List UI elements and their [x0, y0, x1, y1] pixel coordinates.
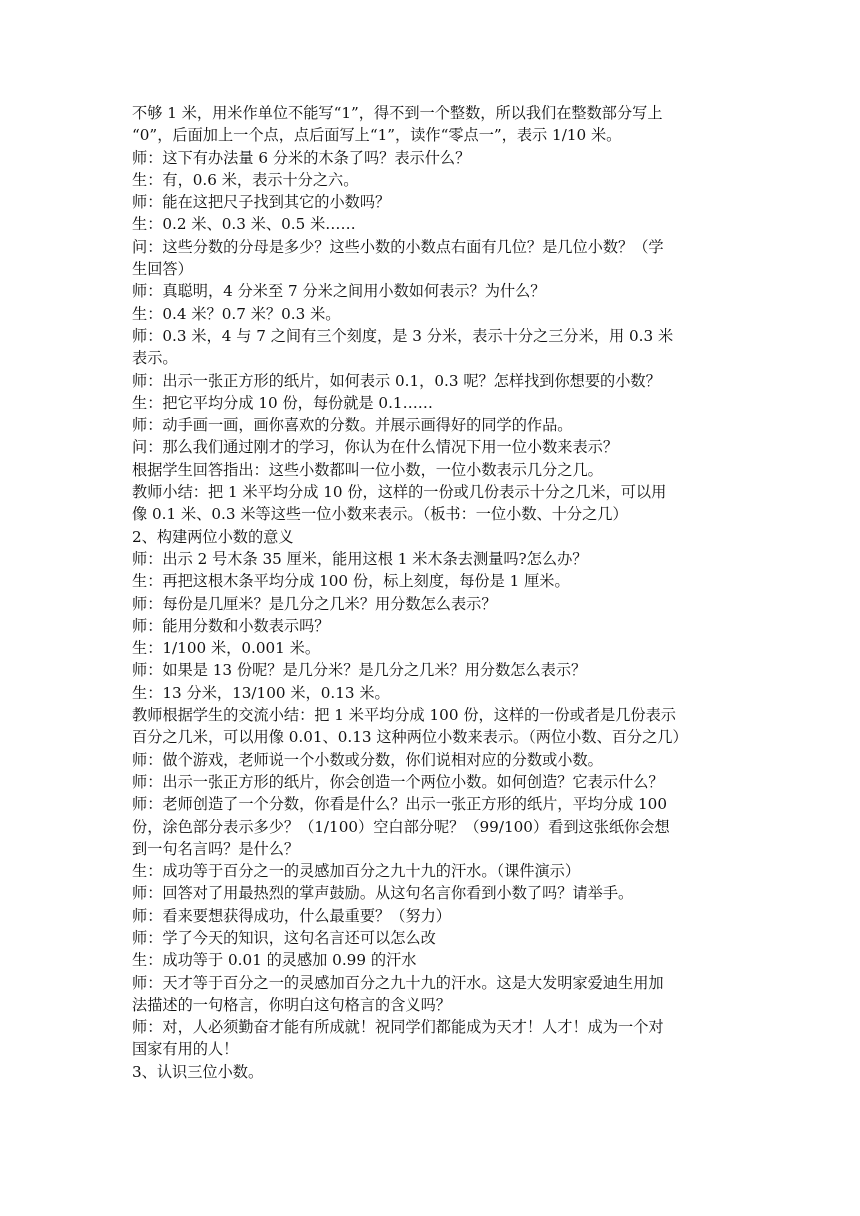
text-line: 师：能在这把尺子找到其它的小数吗？	[132, 193, 391, 212]
text-line: 根据学生回答指出：这些小数都叫一位小数，一位小数表示几分之几。	[132, 460, 603, 479]
text-line: 师：出示 2 号木条 35 厘米，能用这根 1 米木条去测量吗?怎么办？	[132, 549, 588, 568]
paragraph	[132, 615, 732, 637]
paragraph	[132, 236, 732, 281]
paragraph	[132, 147, 732, 169]
text-line: 2、构建两位小数的意义	[132, 527, 294, 546]
paragraph	[132, 771, 732, 793]
text-line: 生：把它平均分成 10 份，每份就是 0.1……	[132, 393, 433, 412]
text-line: 3、认识三位小数。	[132, 1062, 264, 1081]
text-line: 师：每份是几厘米？是几分之几米？用分数怎么表示？	[132, 594, 497, 613]
paragraph	[132, 593, 732, 615]
text-line: 师：出示一张正方形的纸片，你会创造一个两位小数。如何创造？它表示什么？	[132, 772, 664, 791]
paragraph	[132, 280, 732, 302]
paragraph	[132, 481, 732, 526]
paragraph	[132, 793, 732, 860]
text-line: 生：成功等于百分之一的灵感加百分之九十九的汗水。（课件演示）	[132, 862, 581, 881]
text-line: 法描述的一句格言，你明白这句格言的含义吗？	[132, 995, 451, 1014]
text-line: 师：做个游戏，老师说一个小数或分数，你们说相对应的分数或小数。	[132, 750, 603, 769]
text-line: 问：这些分数的分母是多少？这些小数的小数点右面有几位？是几位小数？（学	[132, 237, 664, 256]
paragraph	[132, 213, 732, 235]
paragraph	[132, 191, 732, 213]
text-line: 生：0.2 米、0.3 米、0.5 米……	[132, 215, 356, 234]
text-line: 师：学了今天的知识，这句名言还可以怎么改	[132, 928, 436, 947]
text-line: 师：动手画一画，画你喜欢的分数。并展示画得好的同学的作品。	[132, 416, 573, 435]
text-line: 师：出示一张正方形的纸片，如何表示 0.1，0.3 呢？怎样找到你想要的小数？	[132, 371, 661, 390]
paragraph	[132, 882, 732, 904]
paragraph	[132, 972, 732, 1017]
paragraph	[132, 526, 732, 548]
paragraph	[132, 704, 732, 749]
text-line: 生：0.4 米？0.7 米？0.3 米。	[132, 304, 341, 323]
paragraph	[132, 459, 732, 481]
text-line: 师：看来要想获得成功，什么最重要？（努力）	[132, 906, 451, 925]
paragraph	[132, 1016, 732, 1061]
document-page	[132, 102, 732, 1083]
paragraph	[132, 1061, 732, 1083]
text-line: 教师小结：把 1 米平均分成 10 份，这样的一份或几份表示十分之几米，可以用	[132, 483, 667, 502]
paragraph	[132, 637, 732, 659]
text-line: 师：回答对了用最热烈的掌声鼓励。从这句名言你看到小数了吗？请举手。	[132, 884, 634, 903]
text-line: 师：天才等于百分之一的灵感加百分之九十九的汗水。这是大发明家爱迪生用加	[132, 973, 664, 992]
paragraph	[132, 927, 732, 949]
text-line: 生：成功等于 0.01 的灵感加 0.99 的汗水	[132, 951, 417, 970]
text-line: 份，涂色部分表示多少？（1/100）空白部分呢？（99/100）看到这张纸你会想	[132, 817, 670, 836]
text-line: 不够 1 米，用米作单位不能写“1”，得不到一个整数，所以我们在整数部分写上	[132, 104, 663, 122]
text-line: 生回答）	[132, 260, 193, 279]
text-line: 到一句名言吗？是什么？	[132, 839, 300, 858]
paragraph	[132, 860, 732, 882]
text-line: 师：老师创造了一个分数，你看是什么？出示一张正方形的纸片，平均分成 100	[132, 795, 668, 814]
paragraph	[132, 303, 732, 325]
text-line: 师：对，人必须勤奋才能有所成就！祝同学们都能成为天才！人才！成为一个对	[132, 1018, 664, 1037]
paragraph	[132, 548, 732, 570]
text-line: 师：0.3 米，4 与 7 之间有三个刻度，是 3 分米，表示十分之三分米，用 0.3 米	[132, 326, 674, 345]
paragraph	[132, 325, 732, 370]
text-line: 生：1/100 米，0.001 米。	[132, 639, 321, 658]
paragraph	[132, 392, 732, 414]
paragraph	[132, 659, 732, 681]
paragraph	[132, 436, 732, 458]
text-line: 师：这下有办法量 6 分米的木条了吗？表示什么？	[132, 148, 471, 167]
text-line: 生：13 分米，13/100 米，0.13 米。	[132, 683, 390, 702]
paragraph	[132, 682, 732, 704]
text-line: 师：真聪明，4 分米至 7 分米之间用小数如何表示？为什么？	[132, 282, 546, 301]
text-line: 问：那么我们通过刚才的学习，你认为在什么情况下用一位小数来表示？	[132, 438, 618, 457]
text-line: “0”，后面加上一个点，点后面写上“1”，读作“零点一”，表示 1/10 米。	[132, 126, 622, 145]
text-line: 生：再把这根木条平均分成 100 份，标上刻度，每份是 1 厘米。	[132, 572, 570, 591]
text-line: 师：如果是 13 份呢？是几分米？是几分之几米？用分数怎么表示？	[132, 661, 587, 680]
text-line: 表示。	[132, 349, 178, 368]
paragraph	[132, 102, 732, 147]
paragraph	[132, 570, 732, 592]
text-line: 教师根据学生的交流小结：把 1 米平均分成 100 份，这样的一份或者是几份表示	[132, 706, 676, 725]
text-line: 百分之几米，可以用像 0.01、0.13 这种两位小数来表示。（两位小数、百分之几）	[132, 728, 688, 747]
paragraph	[132, 169, 732, 191]
text-line: 师：能用分数和小数表示吗？	[132, 616, 330, 635]
text-line: 生：有，0.6 米，表示十分之六。	[132, 170, 359, 189]
paragraph	[132, 949, 732, 971]
paragraph	[132, 905, 732, 927]
paragraph	[132, 749, 732, 771]
paragraph	[132, 370, 732, 392]
paragraph	[132, 414, 732, 436]
text-line: 国家有用的人！	[132, 1040, 239, 1059]
text-line: 像 0.1 米、0.3 米等这些一位小数来表示。（板书：一位小数、十分之几）	[132, 505, 628, 524]
